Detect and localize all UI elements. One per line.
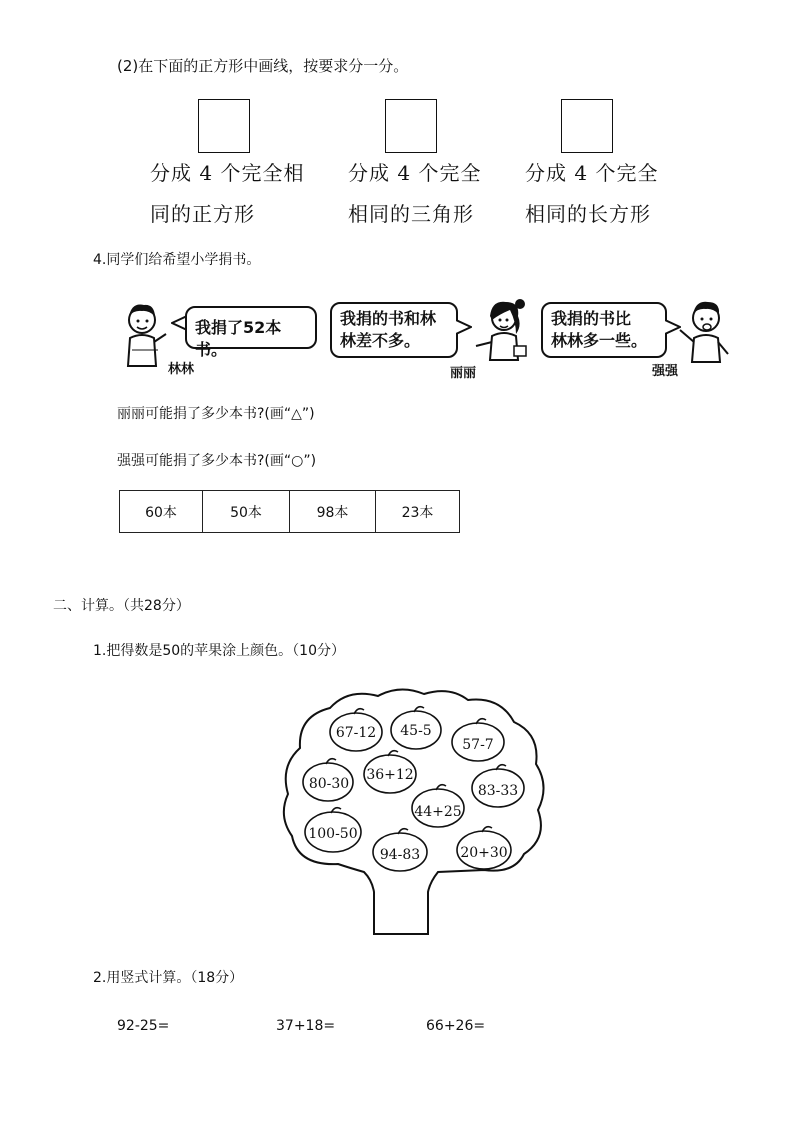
apple-label: 44+25 [414, 804, 462, 820]
apple-label: 57-7 [462, 737, 494, 753]
square-3-caption-line2: 相同的长方形 [525, 202, 651, 226]
apple-label: 45-5 [400, 723, 432, 739]
linlin-name: 林林 [168, 362, 195, 377]
apple-tree [278, 686, 550, 940]
apple-label: 20+30 [460, 845, 508, 861]
vertical-calc-2: 37+18= [276, 1018, 336, 1034]
q4-title: 4.同学们给希望小学捐书。 [93, 252, 261, 268]
linlin-figure [118, 298, 168, 378]
option-cell[interactable]: 50本 [203, 491, 290, 533]
part2-instruction: (2)在下面的正方形中画线，按要求分一分。 [117, 57, 409, 75]
option-cell[interactable]: 98本 [290, 491, 376, 533]
option-cell[interactable]: 23本 [376, 491, 460, 533]
apple-label: 94-83 [379, 847, 421, 863]
apple-label: 36+12 [366, 767, 414, 783]
square-2[interactable] [385, 99, 437, 153]
option-cell[interactable]: 60本 [120, 491, 203, 533]
square-2-caption-line1: 分成 4 个完全 [348, 161, 482, 185]
vertical-calc-3: 66+26= [426, 1018, 486, 1034]
square-1-caption-line1: 分成 4 个完全相 [150, 161, 305, 185]
lili-speech-line2: 林差不多。 [340, 331, 421, 350]
linlin-speech-bubble [185, 306, 317, 359]
linlin-speech: 我捐了52本书。 [195, 318, 282, 359]
square-1[interactable] [198, 99, 250, 153]
apple-label: 67-12 [335, 725, 377, 741]
q4-ask-lili: 丽丽可能捐了多少本书?(画“△”) [117, 406, 315, 422]
section2-q1-title: 1.把得数是50的苹果涂上颜色。（10分） [93, 643, 345, 659]
q4-ask-qiangqiang: 强强可能捐了多少本书?(画“○”) [117, 453, 317, 469]
qiangqiang-name: 强强 [652, 364, 679, 379]
square-3-caption-line1: 分成 4 个完全 [525, 161, 659, 185]
lili-speech-line1: 我捐的书和林 [340, 309, 437, 328]
square-3[interactable] [561, 99, 613, 153]
apple-label: 80-30 [308, 776, 350, 792]
qiangqiang-figure [676, 296, 732, 368]
qiangqiang-speech-line1: 我捐的书比 [551, 309, 632, 328]
section2-title: 二、计算。（共28分） [53, 598, 190, 614]
square-1-caption-line2: 同的正方形 [150, 202, 255, 226]
section2-q2-title: 2.用竖式计算。（18分） [93, 970, 244, 986]
qiangqiang-speech-bubble [541, 302, 667, 358]
lili-figure [470, 294, 532, 364]
vertical-calc-1: 92-25= [117, 1018, 170, 1034]
apple-label: 83-33 [477, 783, 519, 799]
square-2-caption-line2: 相同的三角形 [348, 202, 474, 226]
lili-speech-bubble [330, 302, 458, 358]
qiangqiang-speech-line2: 林林多一些。 [551, 331, 648, 350]
apple-label: 100-50 [308, 826, 358, 842]
lili-name: 丽丽 [450, 366, 477, 381]
book-count-options-table [119, 490, 460, 533]
